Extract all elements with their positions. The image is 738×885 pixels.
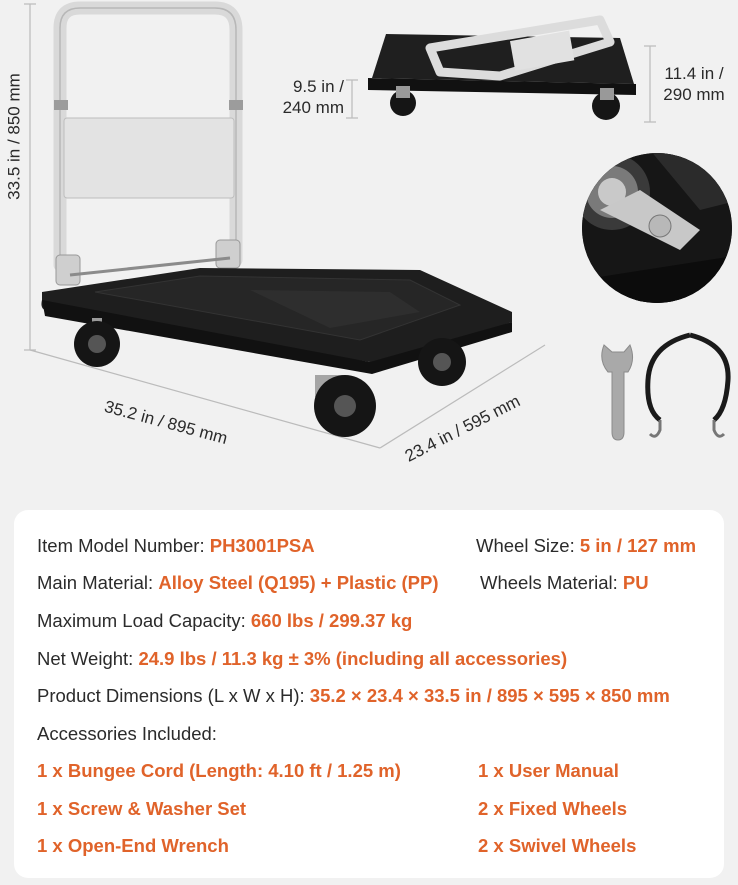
height-dimension-label: 33.5 in / 850 mm	[4, 73, 24, 200]
width-dimension-label: 23.4 in / 595 mm	[401, 391, 524, 466]
spec-load	[37, 610, 412, 632]
spec-model	[37, 535, 315, 557]
accessory-item: 2 x Fixed Wheels	[478, 798, 628, 819]
spec-model-label: Item Model Number:	[37, 535, 205, 556]
accessory-item: 2 x Swivel Wheels	[478, 835, 637, 856]
spec-card	[14, 510, 724, 878]
spec-weight	[37, 648, 567, 670]
spec-wheel-size-label: Wheel Size:	[476, 535, 575, 556]
wheel-closeup	[574, 150, 738, 310]
spec-wheels-material	[480, 572, 649, 594]
length-dimension-label: 35.2 in / 895 mm	[102, 396, 230, 449]
folded-height-line2: 240 mm	[282, 98, 344, 117]
folded-width-line1: 11.4 in /	[664, 64, 724, 83]
spec-weight-label: Net Weight:	[37, 648, 134, 669]
spec-wheel-size	[476, 535, 696, 557]
spec-wheel-size-value: 5 in / 127 mm	[579, 535, 697, 556]
folded-width-label	[652, 63, 736, 105]
accessory-item: 1 x User Manual	[478, 760, 619, 781]
spec-material-label: Main Material:	[37, 572, 154, 593]
spec-weight-value: 24.9 lbs / 11.3 kg ± 3% (including all accessories)	[138, 648, 568, 669]
spec-model-value: PH3001PSA	[209, 535, 315, 556]
wrench-icon	[602, 345, 633, 440]
spec-wheels-material-label: Wheels Material:	[480, 572, 618, 593]
spec-load-label: Maximum Load Capacity:	[37, 610, 246, 631]
folded-height-label	[254, 76, 344, 118]
spec-dimensions-label: Product Dimensions (L x W x H):	[37, 685, 305, 706]
spec-material-value: Alloy Steel (Q195) + Plastic (PP)	[158, 572, 439, 593]
folded-width-line2: 290 mm	[663, 85, 725, 104]
accessory-item: 1 x Screw & Washer Set	[37, 798, 247, 819]
accessories-heading: Accessories Included:	[37, 723, 217, 744]
cart-handle	[54, 8, 243, 285]
spec-dimensions-value: 35.2 × 23.4 × 33.5 in / 895 × 595 × 850 mm	[309, 685, 670, 706]
folded-cart	[346, 20, 656, 122]
folded-height-line1: 9.5 in /	[292, 77, 344, 96]
accessory-item: 1 x Open-End Wrench	[37, 835, 229, 856]
spec-wheels-material-value: PU	[622, 572, 649, 593]
spec-dimensions	[37, 685, 670, 707]
spec-load-value: 660 lbs / 299.37 kg	[250, 610, 413, 631]
bungee-cord-icon	[648, 335, 728, 436]
spec-material	[37, 572, 439, 594]
accessory-item: 1 x Bungee Cord (Length: 4.10 ft / 1.25 m)	[37, 760, 401, 781]
